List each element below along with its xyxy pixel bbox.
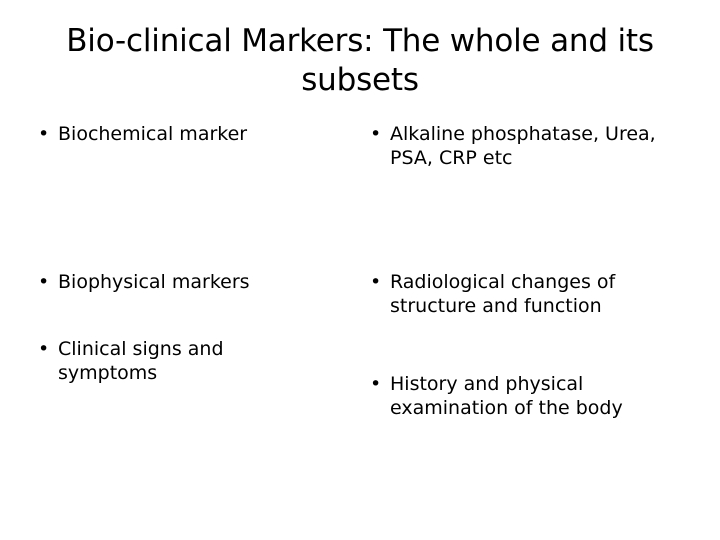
list-item-label: Biochemical marker: [58, 123, 248, 145]
bullet-icon: •: [370, 123, 382, 145]
list-item-label: Clinical signs and symptoms: [58, 338, 224, 385]
list-item: [364, 372, 630, 421]
bullet-icon: •: [370, 271, 382, 293]
bullet-icon: •: [38, 338, 50, 360]
list-item-label: Alkaline phosphatase, Urea, PSA, CRP etc: [390, 123, 656, 170]
list-item-label: Radiological changes of structure and function: [390, 271, 616, 318]
slide-body: [0, 122, 720, 522]
list-item: [364, 270, 690, 319]
page-title: Bio-clinical Markers: The whole and its subsets: [66, 23, 654, 99]
list-item: [364, 122, 685, 171]
list-item-label: History and physical examination of the body: [390, 373, 623, 420]
list-item: [32, 337, 308, 386]
bullet-icon: •: [38, 123, 50, 145]
list-item: [32, 122, 388, 146]
bullet-icon: •: [38, 271, 50, 293]
list-item-label: Biophysical markers: [58, 271, 250, 293]
list-item: [32, 270, 388, 294]
bullet-icon: •: [370, 373, 382, 395]
